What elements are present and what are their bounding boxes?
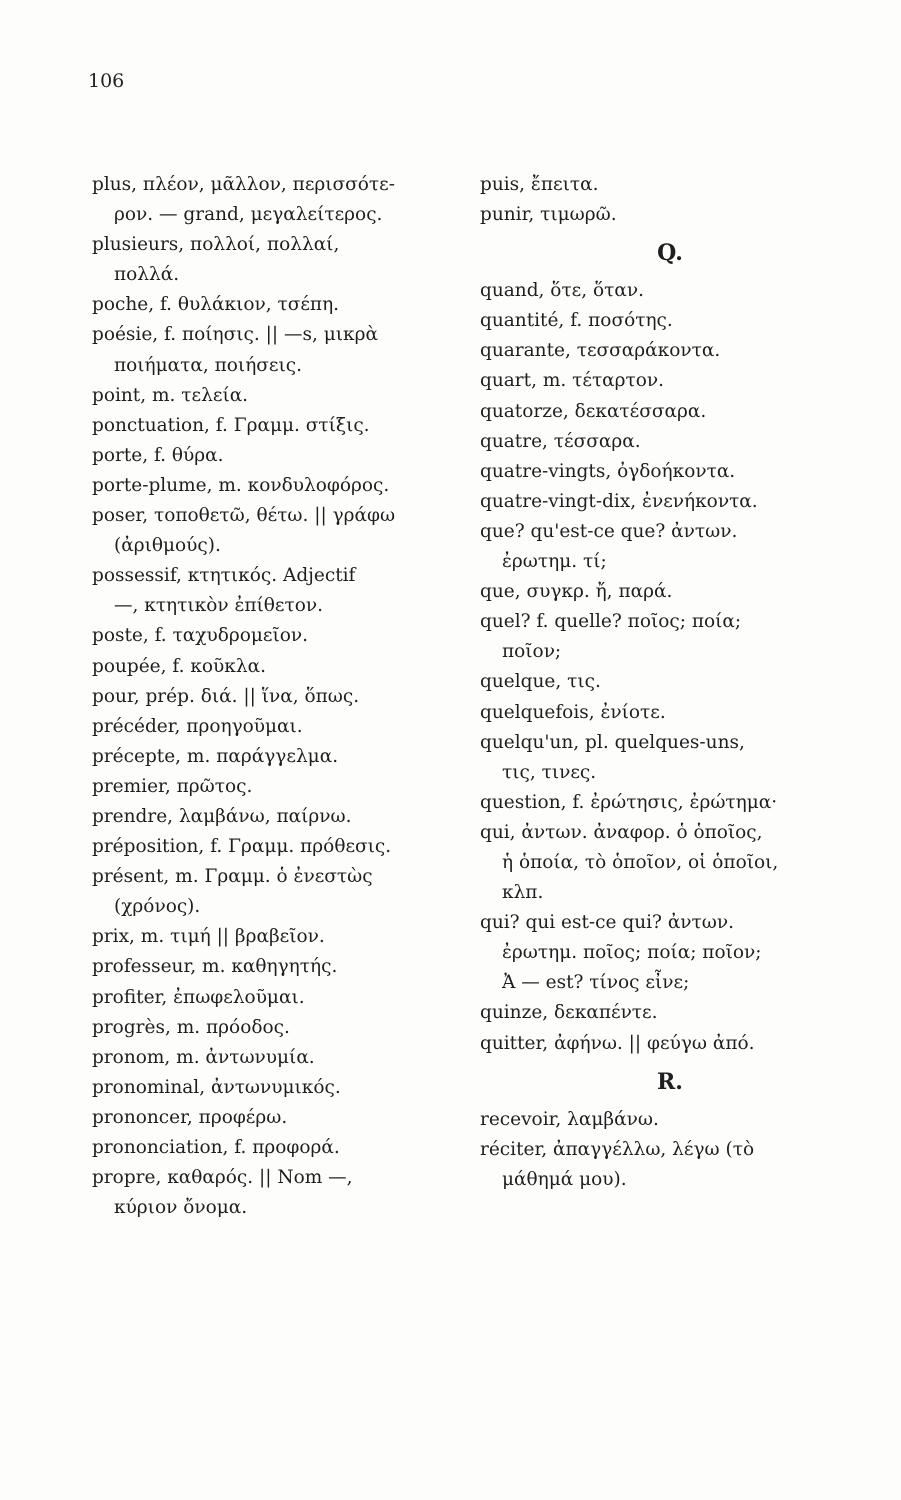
dictionary-entry: préposition, f. Γραμμ. πρόθεσις. — [92, 836, 392, 858]
dictionary-entry: quinze, δεκαπέντε. — [480, 1002, 658, 1024]
dictionary-entry: poche, f. θυλάκιον, τσέπη. — [92, 294, 340, 316]
dictionary-entry: prononcer, προφέρω. — [92, 1106, 288, 1128]
entry-continuation: —, κτητικὸν ἐπίθετον. — [114, 595, 324, 617]
entry-continuation: ποιήματα, ποιήσεις. — [114, 354, 302, 376]
dictionary-entry: quatre, τέσσαρα. — [480, 430, 641, 452]
entry-continuation: (χρόνος). — [114, 896, 201, 918]
dictionary-entry: propre, καθαρός. || Nom —, — [92, 1167, 353, 1189]
dictionary-entry: précepte, m. παράγγελμα. — [92, 745, 339, 767]
entry-continuation: ἐρωτημ. ποῖος; ποία; ποῖον; — [502, 942, 762, 964]
dictionary-entry: recevoir, λαμβάνω. — [480, 1108, 659, 1130]
dictionary-entry: quelque, τις. — [480, 671, 601, 693]
dictionary-entry: pronominal, ἀντωνυμικός. — [92, 1076, 341, 1098]
entry-continuation: κύριον ὄνομα. — [114, 1197, 248, 1219]
page-number: 106 — [88, 70, 125, 92]
entry-continuation: πολλά. — [114, 264, 180, 286]
letter-heading: R. — [657, 1068, 683, 1095]
dictionary-entry: porte-plume, m. κονδυλοφόρος. — [92, 474, 390, 496]
dictionary-entry: quelquefois, ἐνίοτε. — [480, 701, 666, 723]
letter-heading: Q. — [657, 240, 683, 267]
dictionary-entry: quantité, f. ποσότης. — [480, 310, 673, 332]
dictionary-entry: progrès, m. πρόοδος. — [92, 1016, 290, 1038]
dictionary-entry: puis, ἔπειτα. — [480, 174, 599, 195]
dictionary-entry: quel? f. quelle? ποῖος; ποία; — [480, 611, 742, 633]
dictionary-entry: quitter, ἀφήνω. || φεύγω ἀπό. — [480, 1032, 755, 1054]
dictionary-entry: question, f. ἐρώτησις, ἐρώτημα· — [480, 791, 778, 813]
dictionary-entry: prononciation, f. προφορά. — [92, 1137, 340, 1158]
dictionary-entry: poser, τοποθετῶ, θέτω. || γράφω — [92, 505, 396, 527]
dictionary-entry: que? qu'est-ce que? ἀντων. — [480, 520, 738, 542]
dictionary-entry: profiter, ἐπωφελοῦμαι. — [92, 986, 305, 1008]
entry-continuation: Ἀ — est? τίνος εἶνε; — [502, 972, 690, 994]
dictionary-entry: poupée, f. κοῦκλα. — [92, 655, 266, 677]
dictionary-entry: poésie, f. ποίησις. || —s, μικρὰ — [92, 324, 378, 346]
dictionary-entry: punir, τιμωρῶ. — [480, 204, 617, 226]
right-column — [480, 170, 860, 1195]
dictionary-entry: porte, f. θύρα. — [92, 444, 224, 466]
dictionary-entry: point, m. τελεία. — [92, 384, 249, 406]
entry-continuation: κλπ. — [502, 882, 544, 904]
entry-continuation: (ἀριθμούς). — [114, 535, 221, 557]
entry-continuation: ἐρωτημ. τί; — [502, 551, 607, 573]
dictionary-entry: précéder, προηγοῦμαι. — [92, 715, 303, 737]
dictionary-entry: pronom, m. ἀντωνυμία. — [92, 1046, 315, 1068]
dictionary-entry: quart, m. τέταρτον. — [480, 370, 665, 392]
dictionary-entry: prendre, λαμβάνω, παίρνω. — [92, 805, 352, 827]
dictionary-entry: quatre-vingt-dix, ἐνενήκοντα. — [480, 490, 758, 512]
dictionary-entry: ponctuation, f. Γραμμ. στίξις. — [92, 414, 370, 436]
dictionary-entry: quarante, τεσσαράκοντα. — [480, 340, 721, 362]
entry-continuation: ποῖον; — [502, 641, 562, 663]
dictionary-entry: professeur, m. καθηγητής. — [92, 956, 338, 978]
dictionary-entry: pour, prép. διά. || ἵνα, ὅπως. — [92, 685, 360, 707]
entry-continuation: μάθημά μου). — [502, 1168, 627, 1190]
dictionary-entry: quand, ὅτε, ὅταν. — [480, 280, 645, 302]
dictionary-entry: quelqu'un, pl. quelques-uns, — [480, 731, 745, 753]
dictionary-entry: plus, πλέον, μᾶλλον, περισσότε- — [92, 174, 395, 195]
dictionary-entry: présent, m. Γραμμ. ὁ ἐνεστὼς — [92, 866, 373, 888]
dictionary-entry: quatre-vingts, ὀγδοήκοντα. — [480, 460, 736, 482]
entry-continuation: ἡ ὁποία, τὸ ὁποῖον, οἱ ὁποῖοι, — [502, 851, 779, 873]
left-column — [92, 170, 462, 1223]
dictionary-entry: poste, f. ταχυδρομεῖον. — [92, 625, 309, 647]
entry-continuation: ρον. — grand, μεγαλείτερος. — [114, 204, 383, 226]
dictionary-entry: quatorze, δεκατέσσαρα. — [480, 400, 707, 422]
dictionary-entry: prix, m. τιμή || βραβεῖον. — [92, 926, 325, 948]
dictionary-entry: plusieurs, πολλοί, πολλαί, — [92, 234, 340, 256]
dictionary-entry: qui? qui est-ce qui? ἀντων. — [480, 912, 735, 934]
entry-continuation: τις, τινες. — [502, 761, 597, 783]
dictionary-entry: possessif, κτητικός. Adjectif — [92, 565, 356, 587]
dictionary-entry: qui, ἀντων. ἀναφορ. ὁ ὁποῖος, — [480, 821, 763, 843]
dictionary-entry: que, συγκρ. ἤ, παρά. — [480, 581, 673, 603]
dictionary-entry: réciter, ἀπαγγέλλω, λέγω (τὸ — [480, 1138, 755, 1160]
dictionary-entry: premier, πρῶτος. — [92, 775, 253, 797]
